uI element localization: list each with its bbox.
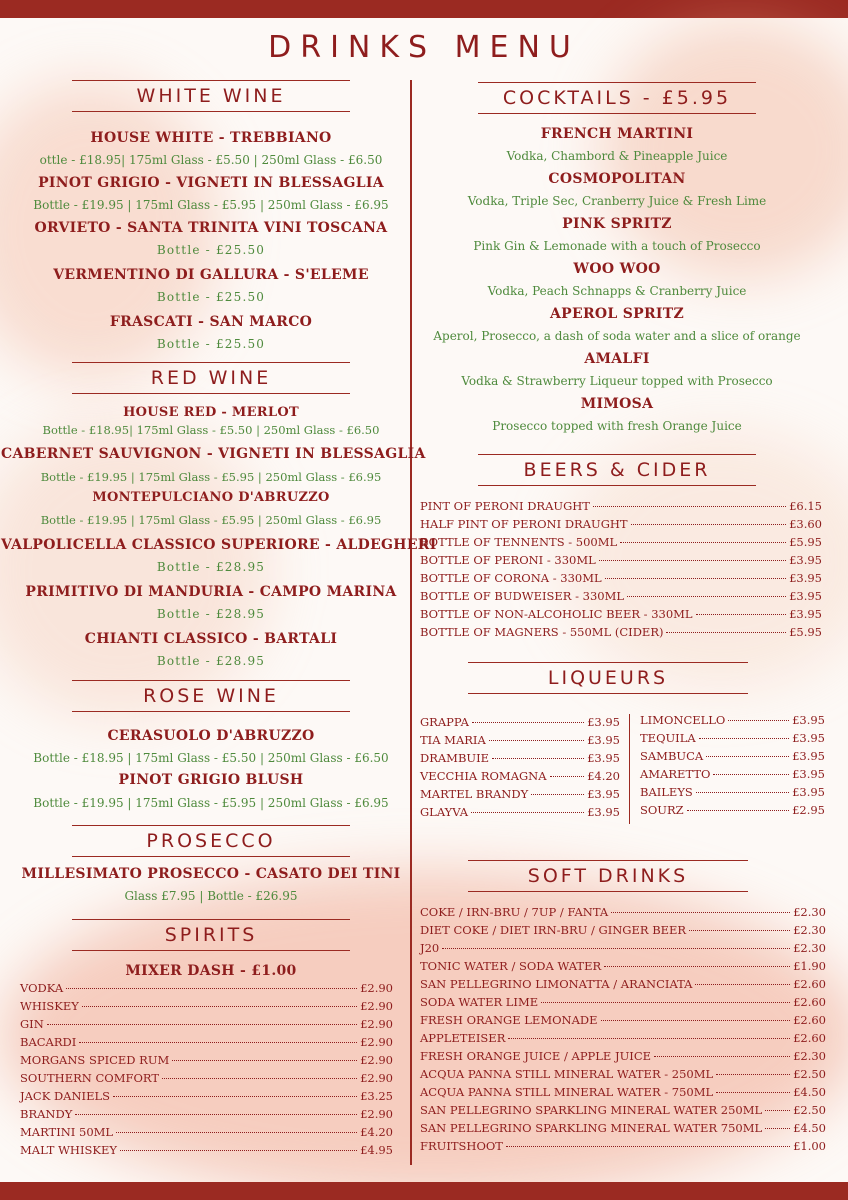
item-label: TIA MARIA	[420, 733, 486, 747]
dot-leader	[605, 578, 786, 579]
wine-name: CHIANTI CLASSICO - BARTALI	[84, 631, 338, 647]
item-price: £2.60	[793, 995, 826, 1009]
wine-prices: Bottle - £18.95| 175ml Glass - £5.50 | 250ml Glass - £6.50	[42, 423, 380, 437]
item-price: £1.90	[793, 959, 826, 973]
beers-list-row	[420, 589, 822, 607]
item-label: TONIC WATER / SODA WATER	[420, 959, 602, 973]
item-label: BOTTLE OF BUDWEISER - 330ML	[420, 589, 625, 603]
dot-leader	[706, 756, 789, 757]
item-label: SAN PELLEGRINO SPARKLING MINERAL WATER 750ML	[420, 1121, 763, 1135]
beers-list-row	[420, 535, 822, 553]
item-price: £3.95	[587, 715, 620, 729]
liqueurs-right-list-row	[640, 749, 825, 767]
item-price: £4.20	[587, 769, 620, 783]
liqueurs-left-list-row	[420, 733, 620, 751]
item-label: APPLETEISER	[420, 1031, 506, 1045]
item-label: SOUTHERN COMFORT	[20, 1071, 160, 1085]
item-label: TEQUILA	[640, 731, 696, 745]
wine-name: PINOT GRIGIO BLUSH	[118, 772, 304, 788]
item-price: £2.50	[793, 1067, 826, 1081]
item-label: GRAPPA	[420, 715, 469, 729]
item-price: £3.95	[792, 749, 825, 763]
liqueurs-left-list-row	[420, 751, 620, 769]
item-label: MORGANS SPICED RUM	[20, 1053, 170, 1067]
item-label: AMARETTO	[640, 767, 711, 781]
dot-leader	[489, 740, 584, 741]
item-label: WHISKEY	[20, 999, 79, 1013]
prosecco-name: MILLESIMATO PROSECCO - CASATO DEI TINI	[21, 866, 401, 882]
dot-leader	[631, 524, 786, 525]
item-label: DRAMBUIE	[420, 751, 490, 765]
dot-leader	[442, 948, 790, 949]
item-label: BAILEYS	[640, 785, 693, 799]
dot-leader	[472, 722, 584, 723]
soft-drinks-heading: SOFT DRINKS	[468, 860, 748, 892]
item-label: MARTEL BRANDY	[420, 787, 529, 801]
spirits-list	[20, 981, 393, 1161]
rose-wine-heading: ROSE WINE	[72, 680, 350, 712]
beers-list	[420, 499, 822, 643]
item-label: JACK DANIELS	[20, 1089, 111, 1103]
spirits-list-row	[20, 1017, 393, 1035]
soft-drinks-list-row	[420, 1121, 826, 1139]
soft-drinks-list-row	[420, 1103, 826, 1121]
cocktail-ingredients: Aperol, Prosecco, a dash of soda water and a slice of orange	[433, 329, 801, 343]
wine-prices: Bottle - £19.95 | 175ml Glass - £5.95 | 250ml Glass - £6.95	[33, 198, 389, 212]
wine-prices: Bottle - £28.95	[156, 560, 266, 574]
dot-leader	[47, 1024, 357, 1025]
prosecco-prices: Glass £7.95 | Bottle - £26.95	[124, 889, 298, 903]
spirits-list-row	[20, 1089, 393, 1107]
beers-list-row	[420, 607, 822, 625]
item-price: £3.95	[789, 607, 822, 621]
liqueurs-left-list-row	[420, 805, 620, 823]
top-border-bar	[0, 0, 848, 18]
dot-leader	[172, 1060, 357, 1061]
liqueurs-right-list-row	[640, 767, 825, 785]
item-label: COKE / IRN-BRU / 7UP / FANTA	[420, 905, 609, 919]
dot-leader	[599, 560, 786, 561]
soft-drinks-list-row	[420, 1067, 826, 1085]
item-price: £5.95	[789, 535, 822, 549]
wine-name: VERMENTINO DI GALLURA - S'ELEME	[53, 267, 369, 283]
item-label: ACQUA PANNA STILL MINERAL WATER - 250ML	[420, 1067, 714, 1081]
beers-cider-heading: BEERS & CIDER	[478, 454, 756, 486]
dot-leader	[116, 1132, 357, 1133]
item-price: £1.00	[793, 1139, 826, 1153]
item-price: £2.95	[792, 803, 825, 817]
soft-drinks-list-row	[420, 1139, 826, 1157]
wine-prices: Bottle - £25.50	[156, 290, 266, 304]
dot-leader	[531, 794, 584, 795]
item-label: BACARDI	[20, 1035, 77, 1049]
soft-drinks-list-row	[420, 1031, 826, 1049]
item-price: £3.95	[587, 805, 620, 819]
dot-leader	[506, 1146, 790, 1147]
wine-prices: ottle - £18.95| 175ml Glass - £5.50 | 250ml Glass - £6.50	[39, 153, 383, 167]
cocktails-heading: COCKTAILS - £5.95	[478, 82, 756, 114]
item-price: £2.90	[360, 1053, 393, 1067]
cocktail-name: AMALFI	[584, 351, 650, 367]
dot-leader	[471, 812, 584, 813]
beers-list-row	[420, 625, 822, 643]
item-price: £4.50	[793, 1121, 826, 1135]
dot-leader	[765, 1128, 790, 1129]
item-price: £2.30	[793, 941, 826, 955]
dot-leader	[541, 1002, 790, 1003]
item-label: SAMBUCA	[640, 749, 704, 763]
bottom-border-bar	[0, 1182, 848, 1200]
dot-leader	[627, 596, 786, 597]
spirits-list-row	[20, 1053, 393, 1071]
prosecco-heading: PROSECCO	[72, 825, 350, 857]
item-label: DIET COKE / DIET IRN-BRU / GINGER BEER	[420, 923, 687, 937]
soft-drinks-list-row	[420, 995, 826, 1013]
cocktail-name: COSMOPOLITAN	[548, 171, 686, 187]
wine-name: CABERNET SAUVIGNON - VIGNETI IN BLESSAGLIA	[1, 446, 426, 462]
liqueurs-right-list-row	[640, 803, 825, 821]
wine-prices: Bottle - £25.50	[156, 243, 266, 257]
dot-leader	[696, 614, 787, 615]
dot-leader	[696, 792, 789, 793]
dot-leader	[593, 506, 786, 507]
dot-leader	[604, 966, 790, 967]
item-label: BOTTLE OF MAGNERS - 550ML (CIDER)	[420, 625, 664, 639]
beers-list-row	[420, 553, 822, 571]
item-label: SAN PELLEGRINO LIMONATTA / ARANCIATA	[420, 977, 693, 991]
item-price: £2.50	[793, 1103, 826, 1117]
liqueurs-left-list-row	[420, 787, 620, 805]
wine-name: FRASCATI - SAN MARCO	[109, 314, 313, 330]
wine-name: VALPOLICELLA CLASSICO SUPERIORE - ALDEGHERI	[1, 537, 437, 553]
liqueurs-right-list-row	[640, 713, 825, 731]
wine-prices: Bottle - £19.95 | 175ml Glass - £5.95 | 250ml Glass - £6.95	[40, 513, 382, 527]
cocktail-ingredients: Vodka, Peach Schnapps & Cranberry Juice	[487, 284, 747, 298]
dot-leader	[492, 758, 584, 759]
dot-leader	[699, 738, 789, 739]
liqueurs-right-list-row	[640, 731, 825, 749]
item-label: VECCHIA ROMAGNA	[420, 769, 547, 783]
beers-list-row	[420, 571, 822, 589]
dot-leader	[75, 1114, 357, 1115]
spirits-list-row	[20, 1143, 393, 1161]
cocktail-ingredients: Vodka & Strawberry Liqueur topped with Prosecco	[461, 374, 773, 388]
item-label: SAN PELLEGRINO SPARKLING MINERAL WATER 250ML	[420, 1103, 763, 1117]
wine-name: HOUSE WHITE - TREBBIANO	[90, 130, 332, 146]
item-label: VODKA	[20, 981, 64, 995]
wine-prices: Bottle - £25.50	[156, 337, 266, 351]
beers-list-row	[420, 517, 822, 535]
dot-leader	[765, 1110, 790, 1111]
item-price: £2.30	[793, 1049, 826, 1063]
red-wine-heading: RED WINE	[72, 362, 350, 394]
item-price: £2.60	[793, 1031, 826, 1045]
item-price: £3.95	[792, 713, 825, 727]
item-label: GLAYVA	[420, 805, 469, 819]
dot-leader	[695, 984, 790, 985]
dot-leader	[82, 1006, 357, 1007]
dot-leader	[162, 1078, 357, 1079]
item-price: £4.95	[360, 1143, 393, 1157]
menu-title: DRINKS MENU	[268, 30, 580, 65]
dot-leader	[611, 912, 790, 913]
cocktail-ingredients: Prosecco topped with fresh Orange Juice	[492, 419, 742, 433]
item-price: £2.90	[360, 1035, 393, 1049]
cocktail-name: FRENCH MARTINI	[540, 126, 694, 142]
item-label: MARTINI 50ML	[20, 1125, 114, 1139]
dot-leader	[120, 1150, 357, 1151]
spirits-list-row	[20, 999, 393, 1017]
spirits-heading: SPIRITS	[72, 919, 350, 951]
item-price: £3.60	[789, 517, 822, 531]
item-label: SOURZ	[640, 803, 684, 817]
spirits-list-row	[20, 1071, 393, 1089]
item-price: £3.95	[789, 589, 822, 603]
wine-prices: Bottle - £19.95 | 175ml Glass - £5.95 | 250ml Glass - £6.95	[33, 796, 389, 810]
cocktail-name: MIMOSA	[580, 396, 654, 412]
soft-drinks-list-row	[420, 923, 826, 941]
item-label: BOTTLE OF CORONA - 330ML	[420, 571, 602, 585]
item-price: £3.95	[792, 767, 825, 781]
liqueurs-heading: LIQUEURS	[468, 662, 748, 694]
item-price: £5.95	[789, 625, 822, 639]
item-price: £4.50	[793, 1085, 826, 1099]
dot-leader	[113, 1096, 357, 1097]
dot-leader	[601, 1020, 791, 1021]
item-price: £3.95	[789, 571, 822, 585]
dot-leader	[66, 988, 357, 989]
beers-list-row	[420, 499, 822, 517]
item-price: £4.20	[360, 1125, 393, 1139]
item-price: £2.60	[793, 1013, 826, 1027]
item-label: GIN	[20, 1017, 44, 1031]
cocktail-ingredients: Vodka, Triple Sec, Cranberry Juice & Fresh Lime	[467, 194, 767, 208]
item-price: £2.90	[360, 999, 393, 1013]
item-label: MALT WHISKEY	[20, 1143, 117, 1157]
liqueurs-right-list	[640, 713, 825, 821]
soft-drinks-list-row	[420, 1013, 826, 1031]
wine-prices: Bottle - £19.95 | 175ml Glass - £5.95 | 250ml Glass - £6.95	[40, 470, 382, 484]
item-label: BOTTLE OF PERONI - 330ML	[420, 553, 596, 567]
spirits-list-row	[20, 981, 393, 999]
item-price: £3.95	[587, 787, 620, 801]
dot-leader	[654, 1056, 790, 1057]
dot-leader	[687, 810, 789, 811]
item-price: £3.95	[792, 785, 825, 799]
wine-name: PRIMITIVO DI MANDURIA - CAMPO MARINA	[25, 584, 397, 600]
wine-name: MONTEPULCIANO D'ABRUZZO	[92, 490, 330, 505]
wine-name: HOUSE RED - MERLOT	[123, 405, 299, 420]
cocktail-ingredients: Pink Gin & Lemonade with a touch of Prosecco	[473, 239, 761, 253]
item-label: FRESH ORANGE JUICE / APPLE JUICE	[420, 1049, 652, 1063]
wine-name: PINOT GRIGIO - VIGNETI IN BLESSAGLIA	[38, 175, 384, 191]
spirits-list-row	[20, 1035, 393, 1053]
liqueurs-left-list	[420, 715, 620, 823]
wine-prices: Bottle - £28.95	[156, 607, 266, 621]
cocktail-name: APEROL SPRITZ	[550, 306, 684, 322]
cocktail-ingredients: Vodka, Chambord & Pineapple Juice	[506, 149, 728, 163]
white-wine-heading: WHITE WINE	[72, 80, 350, 112]
dot-leader	[716, 1092, 790, 1093]
item-price: £2.90	[360, 981, 393, 995]
item-label: ACQUA PANNA STILL MINERAL WATER - 750ML	[420, 1085, 714, 1099]
liqueurs-left-list-row	[420, 715, 620, 733]
dot-leader	[620, 542, 786, 543]
cocktail-name: PINK SPRITZ	[562, 216, 672, 232]
item-label: J20	[420, 941, 440, 955]
dot-leader	[666, 632, 786, 633]
item-price: £2.90	[360, 1071, 393, 1085]
soft-drinks-list-row	[420, 959, 826, 977]
liqueurs-left-list-row	[420, 769, 620, 787]
dot-leader	[716, 1074, 790, 1075]
dot-leader	[79, 1042, 357, 1043]
spirits-list-row	[20, 1107, 393, 1125]
soft-drinks-list-row	[420, 1085, 826, 1103]
mixer-dash-label: MIXER DASH - £1.00	[125, 963, 297, 979]
dot-leader	[689, 930, 790, 931]
wine-prices: Bottle - £28.95	[156, 654, 266, 668]
item-price: £3.95	[587, 751, 620, 765]
cocktail-name: WOO WOO	[573, 261, 661, 277]
soft-drinks-list-row	[420, 1049, 826, 1067]
soft-drinks-list-row	[420, 977, 826, 995]
item-label: LIMONCELLO	[640, 713, 726, 727]
soft-drinks-list	[420, 905, 826, 1157]
item-label: BRANDY	[20, 1107, 73, 1121]
item-price: £3.95	[587, 733, 620, 747]
dot-leader	[550, 776, 585, 777]
wine-prices: Bottle - £18.95 | 175ml Glass - £5.50 | 250ml Glass - £6.50	[33, 751, 389, 765]
item-price: £2.90	[360, 1107, 393, 1121]
item-label: SODA WATER LIME	[420, 995, 539, 1009]
item-price: £6.15	[789, 499, 822, 513]
dot-leader	[508, 1038, 790, 1039]
wine-name: CERASUOLO D'ABRUZZO	[107, 728, 315, 744]
item-label: HALF PINT OF PERONI DRAUGHT	[420, 517, 628, 531]
dot-leader	[713, 774, 789, 775]
liqueurs-right-list-row	[640, 785, 825, 803]
soft-drinks-list-row	[420, 905, 826, 923]
item-price: £3.95	[792, 731, 825, 745]
item-price: £3.25	[360, 1089, 393, 1103]
wine-name: ORVIETO - SANTA TRINITA VINI TOSCANA	[34, 220, 388, 236]
liqueurs-column-separator	[629, 714, 630, 824]
item-price: £2.60	[793, 977, 826, 991]
item-price: £3.95	[789, 553, 822, 567]
spirits-list-row	[20, 1125, 393, 1143]
item-label: PINT OF PERONI DRAUGHT	[420, 499, 590, 513]
item-price: £2.30	[793, 905, 826, 919]
item-label: FRUITSHOOT	[420, 1139, 503, 1153]
dot-leader	[728, 720, 789, 721]
item-label: FRESH ORANGE LEMONADE	[420, 1013, 598, 1027]
item-label: BOTTLE OF TENNENTS - 500ML	[420, 535, 618, 549]
item-price: £2.90	[360, 1017, 393, 1031]
soft-drinks-list-row	[420, 941, 826, 959]
item-price: £2.30	[793, 923, 826, 937]
item-label: BOTTLE OF NON-ALCOHOLIC BEER - 330ML	[420, 607, 693, 621]
